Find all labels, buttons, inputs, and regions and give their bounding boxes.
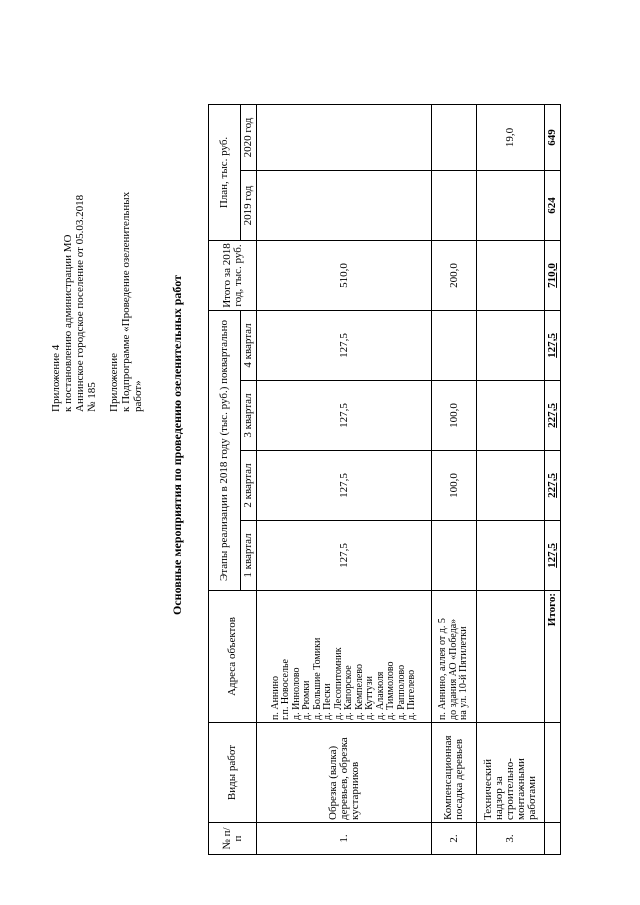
cell-q3	[477, 381, 545, 451]
address: д. Большие Томики	[311, 637, 323, 720]
col-header-num: № п/п	[209, 823, 257, 855]
totals-row	[545, 105, 561, 855]
cell-q2: 127,5	[257, 451, 432, 521]
row-num: 1.	[257, 823, 432, 855]
col-header-addr: Адреса объектов	[209, 591, 257, 723]
cell-q4	[432, 311, 477, 381]
cell-2020: 19,0	[477, 105, 545, 171]
col-header-q2: 2 квартал	[241, 451, 257, 521]
col-header-q4: 4 квартал	[241, 311, 257, 381]
address: до здания АО «Победа»	[447, 618, 459, 720]
total-2020: 649	[545, 105, 561, 171]
address: п. Аннино	[269, 676, 281, 720]
header-line: Приложение	[108, 352, 120, 412]
header-line: Приложение 4	[50, 344, 62, 412]
address: д. Пески	[322, 683, 333, 720]
address: д. Рюмки	[301, 680, 312, 720]
row-type: Обрезка (валка) деревьев, обрезка кустарников	[257, 723, 432, 823]
row-addresses	[477, 591, 545, 723]
row-num: 3.	[477, 823, 545, 855]
header-line: работ»	[132, 380, 144, 412]
col-header-total: Итого за 2018 год, тыс. руб.	[209, 241, 257, 311]
address: д. Кемпелево	[353, 663, 365, 720]
total-q1: 127,5	[545, 521, 561, 591]
address: д. Иннолово	[290, 667, 302, 720]
cell-q4: 127,5	[257, 311, 432, 381]
cell-q2: 100,0	[432, 451, 477, 521]
col-header-plan: План, тыс. руб.	[209, 105, 241, 241]
col-header-2019: 2019 год	[241, 171, 257, 241]
row-addresses	[257, 591, 432, 723]
cell-2019	[432, 171, 477, 241]
col-header-2020: 2020 год	[241, 105, 257, 171]
row-type: Технический надзор за строительно-монтажными работами	[477, 723, 545, 823]
col-header-q1: 1 квартал	[241, 521, 257, 591]
works-table	[208, 104, 561, 855]
table-row	[257, 105, 432, 855]
cell-2020	[432, 105, 477, 171]
totals-label: Итого:	[545, 591, 561, 723]
address: д. Капорское	[343, 665, 354, 720]
address: п. Аннино, аллея от д. 5	[437, 618, 449, 720]
appendix-header	[50, 192, 144, 412]
table-row	[432, 105, 477, 855]
header-line: к Подпрограмме «Проведение озеленительных	[120, 191, 132, 412]
row-num: 2.	[432, 823, 477, 855]
col-header-stages: Этапы реализации в 2018 году (тыс. руб.) поквартально	[209, 311, 241, 591]
row-type: Компенсационная посадка деревьев	[432, 723, 477, 823]
address: д. Лесопитомник	[332, 647, 344, 720]
cell-q3: 100,0	[432, 381, 477, 451]
total-q3: 227,5	[545, 381, 561, 451]
total-2019: 624	[545, 171, 561, 241]
address: г.п. Новоселье	[280, 659, 291, 720]
total-q4: 127,5	[545, 311, 561, 381]
header-line: к постановлению администрации МО	[62, 234, 74, 412]
cell-q3: 127,5	[257, 381, 432, 451]
cell-total: 510,0	[257, 241, 432, 311]
address: на ул. 10-й Пятилетки	[458, 626, 470, 720]
cell-q2	[477, 451, 545, 521]
cell-2019	[477, 171, 545, 241]
cell-total	[477, 241, 545, 311]
document-title: Основные мероприятия по проведению озеленительных работ	[170, 275, 184, 615]
address: д. Рапполово	[395, 664, 407, 720]
cell-total: 200,0	[432, 241, 477, 311]
header-line: Аннинское городское поселение от 05.03.2018	[74, 194, 86, 412]
header-line: № 185	[86, 382, 98, 412]
cell-q1	[432, 521, 477, 591]
col-header-type: Виды работ	[209, 723, 257, 823]
address: д. Алакюля	[374, 671, 386, 720]
cell-q1: 127,5	[257, 521, 432, 591]
total-sum: 710,0	[545, 241, 561, 311]
col-header-q3: 3 квартал	[241, 381, 257, 451]
row-addresses	[432, 591, 477, 723]
cell-q4	[477, 311, 545, 381]
cell-2019	[257, 171, 432, 241]
address: д. Куттузи	[364, 676, 375, 720]
address: д. Пигелево	[406, 669, 417, 720]
table-row	[477, 105, 545, 855]
address: д. Тиммолово	[385, 661, 396, 720]
cell-q1	[477, 521, 545, 591]
total-q2: 227,5	[545, 451, 561, 521]
cell-2020	[257, 105, 432, 171]
